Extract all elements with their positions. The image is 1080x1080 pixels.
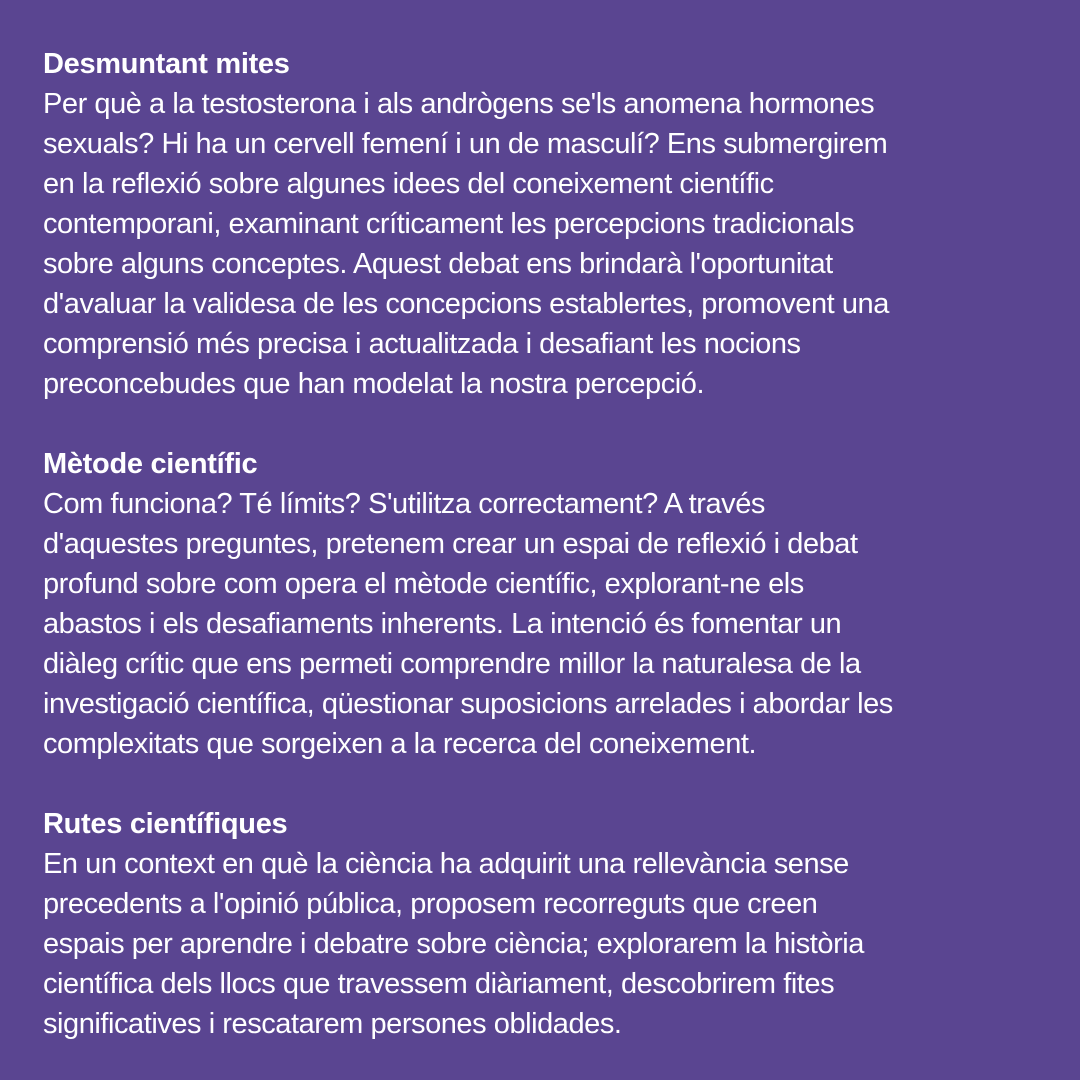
section-rutes-cientifiques <box>43 804 1040 1044</box>
section-title: Mètode científic <box>43 448 258 480</box>
section-body: En un context en què la ciència ha adquirit una rellevància sense precedents a l'opinió pública, proposem recorreguts que creen espais per aprendre i debatre sobre ciència; explorarem la història científica dels llocs que travessem diàriament, descobrirem fites significatives i rescatarem persones oblidades. <box>43 848 864 1040</box>
section-desmuntant-mites <box>43 44 1040 404</box>
section-body: Com funciona? Té límits? S'utilitza correctament? A través d'aquestes preguntes, pretenem crear un espai de reflexió i debat profund sobre com opera el mètode científic, explorant-ne els abastos i els desafiaments inherents. La intenció és fomentar un diàleg crític que ens permeti comprendre millor la naturalesa de la investigació científica, qüestionar suposicions arrelades i abordar les complexitats que sorgeixen a la recerca del coneixement. <box>43 488 893 760</box>
section-title: Rutes científiques <box>43 808 288 840</box>
section-metode-cientific <box>43 444 1040 764</box>
section-title: Desmuntant mites <box>43 48 290 80</box>
section-body: Per què a la testosterona i als andrògens se'ls anomena hormones sexuals? Hi ha un cervell femení i un de masculí? Ens submergirem en la reflexió sobre algunes idees del coneixement científic contemporani, examinant críticament les percepcions tradicionals sobre alguns conceptes. Aquest debat ens brindarà l'oportunitat d'avaluar la validesa de les concepcions establertes, promovent una comprensió més precisa i actualitzada i desafiant les nocions preconcebudes que han modelat la nostra percepció. <box>43 88 889 400</box>
